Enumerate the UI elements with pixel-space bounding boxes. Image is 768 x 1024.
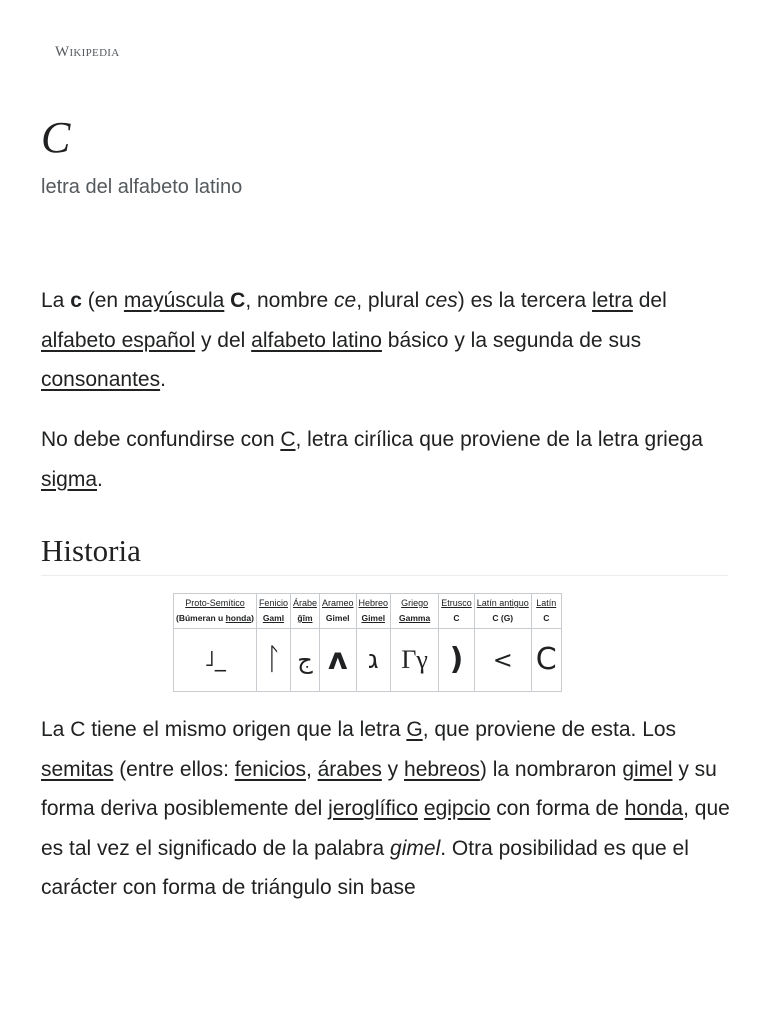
bold-c: c xyxy=(70,289,82,312)
page-subtitle: letra del alfabeto latino xyxy=(41,176,243,198)
table-header-cell[interactable]: Fenicio Gaml xyxy=(256,594,290,629)
table-header-cell[interactable]: Árabe ǧīm xyxy=(290,594,319,629)
disambiguation-note: No debe confundirse con С, letra cirílica que proviene de la letra griega sigma. xyxy=(41,428,703,491)
link-g[interactable]: G xyxy=(406,718,423,741)
link-alfabeto-espanol[interactable]: alfabeto español xyxy=(41,328,196,352)
table-row xyxy=(174,594,562,629)
link-mayuscula[interactable]: mayúscula xyxy=(123,289,225,312)
link-hebreos[interactable]: hebreos xyxy=(404,757,480,781)
link-arabes[interactable]: árabes xyxy=(317,757,382,781)
table-row xyxy=(174,629,562,692)
link-egipcio[interactable]: egipcio xyxy=(423,797,491,820)
intro-paragraph: La c (en mayúscula C, nombre ce, plural ces) es la tercera letra del alfabeto español y del alfabeto latino básico y la segunda de sus consonantes. xyxy=(41,289,667,391)
table-header-cell[interactable]: Latín C xyxy=(531,594,561,629)
history-paragraph: La C tiene el mismo origen que la letra G, que proviene de esta. Los semitas (entre ellos: fenicios, árabes y hebreos) la nombraron gimel y su forma deriva posiblemente del jeroglífico egipcio con forma de honda, que es tal vez el significado de la palabra gimel. Otra posibilidad es que el carácter con forma de triángulo sin base xyxy=(41,718,730,899)
glyph-hebrew: ג xyxy=(356,629,391,692)
table-header-cell[interactable]: Etrusco C xyxy=(439,594,475,629)
link-fenicios[interactable]: fenicios xyxy=(234,757,306,781)
table-header-cell[interactable]: Griego Gamma xyxy=(391,594,439,629)
table-header-cell[interactable]: Arameo Gimel xyxy=(319,594,356,629)
bold-C: C xyxy=(230,289,246,312)
glyph-latin: C xyxy=(531,629,561,692)
link-consonantes[interactable]: consonantes xyxy=(41,368,161,391)
table-header-cell[interactable]: Proto-Semítico (Búmeran u honda) xyxy=(174,594,257,629)
glyph-arabic: ج xyxy=(290,629,319,692)
table-header-cell[interactable]: Hebreo Gimel xyxy=(356,594,391,629)
link-cyrillic-es[interactable]: С xyxy=(280,428,296,451)
link-semitas[interactable]: semitas xyxy=(41,757,114,781)
glyph-proto-semitic: ˩_ xyxy=(174,629,257,692)
wikipedia-logo[interactable]: Wikipedia xyxy=(55,44,120,60)
glyph-phoenician: ᛚ xyxy=(256,629,290,692)
glyph-etruscan: ) xyxy=(439,629,475,692)
link-jeroglifico[interactable]: jeroglífico xyxy=(328,797,419,820)
glyph-old-latin: < xyxy=(474,629,531,692)
history-table xyxy=(173,593,562,692)
section-heading-historia: Historia xyxy=(41,533,728,576)
link-gimel[interactable]: gimel xyxy=(622,757,673,781)
link-letra[interactable]: letra xyxy=(592,289,633,312)
link-alfabeto-latino[interactable]: alfabeto latino xyxy=(251,328,382,352)
link-sigma[interactable]: sigma xyxy=(41,467,98,491)
page-title: C xyxy=(41,113,71,162)
link-honda[interactable]: honda xyxy=(624,797,684,820)
glyph-greek: Γγ xyxy=(391,629,439,692)
glyph-aramaic: ᴧ xyxy=(319,629,356,692)
table-header-cell[interactable]: Latín antiguo C (G) xyxy=(474,594,531,629)
